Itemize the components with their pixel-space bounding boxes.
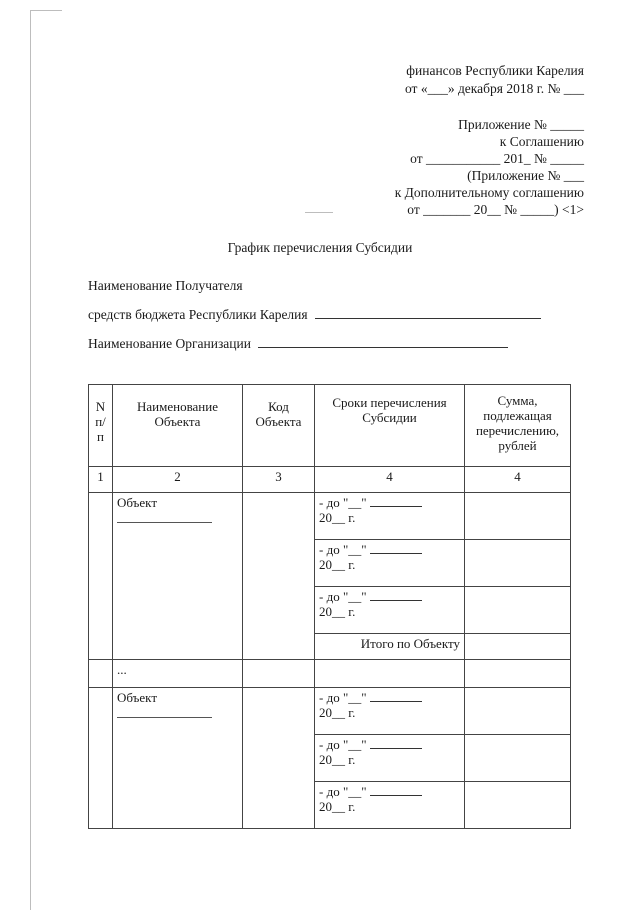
recipient-label-1: Наименование Получателя	[88, 278, 243, 293]
column-number: 4	[465, 467, 571, 493]
object-label: Объект	[117, 690, 157, 705]
header-line: от _______ 20__ № _____) <1>	[407, 202, 584, 217]
object-code-cell[interactable]	[243, 688, 315, 829]
ellipsis-row	[89, 660, 571, 688]
header-cell: N п/п	[89, 385, 113, 467]
term-cell[interactable]: - до "__" 20__ г.	[315, 688, 465, 735]
column-number-row	[89, 467, 571, 493]
term-cell[interactable]: - до "__" 20__ г.	[315, 540, 465, 587]
table-row	[89, 493, 571, 540]
header-line: от ___________ 201_ № _____	[410, 151, 584, 166]
recipient-field[interactable]	[88, 307, 541, 323]
subtotal-label: Итого по Объекту	[315, 634, 465, 660]
organization-field[interactable]	[88, 336, 508, 352]
row-number-cell	[89, 493, 113, 660]
scan-mark	[30, 10, 31, 910]
term-cell[interactable]: - до "__" 20__ г.	[315, 735, 465, 782]
header-line: Приложение № _____	[458, 117, 584, 132]
header-line: финансов Республики Карелия	[406, 63, 584, 78]
recipient-label-2: средств бюджета Республики Карелия	[88, 307, 308, 322]
column-number: 4	[315, 467, 465, 493]
subtotal-amount-cell[interactable]	[465, 634, 571, 660]
document-title: График перечисления Субсидии	[227, 240, 413, 255]
header-line: к Соглашению	[499, 134, 584, 149]
scan-mark	[305, 212, 333, 213]
recipient-blank	[315, 307, 541, 319]
organization-blank	[258, 336, 508, 348]
amount-cell[interactable]	[465, 688, 571, 735]
header-line: от «___» декабря 2018 г. № ___	[404, 81, 584, 96]
object-name-blank	[117, 516, 212, 523]
column-number: 2	[113, 467, 243, 493]
amount-cell[interactable]	[465, 493, 571, 540]
header-line: (Приложение № ___	[467, 168, 584, 183]
object-label: Объект	[117, 495, 157, 510]
column-number: 1	[89, 467, 113, 493]
amount-cell[interactable]	[465, 540, 571, 587]
header-cell: Сумма, подлежащая перечислению, рублей	[465, 385, 571, 467]
term-cell[interactable]: - до "__" 20__ г.	[315, 493, 465, 540]
subsidy-schedule-table	[88, 384, 571, 829]
amount-cell[interactable]	[465, 587, 571, 634]
column-number: 3	[243, 467, 315, 493]
object-name-blank	[117, 711, 212, 718]
organization-label: Наименование Организации	[88, 336, 251, 351]
table-row	[89, 688, 571, 735]
table-header-row	[89, 385, 571, 467]
ellipsis: ...	[113, 660, 243, 688]
row-number-cell	[89, 688, 113, 829]
header-line: к Дополнительному соглашению	[394, 185, 584, 200]
term-cell[interactable]: - до "__" 20__ г.	[315, 782, 465, 829]
term-cell[interactable]: - до "__" 20__ г.	[315, 587, 465, 634]
object-name-cell[interactable]	[113, 493, 243, 660]
object-code-cell[interactable]	[243, 493, 315, 660]
header-cell: Код Объекта	[243, 385, 315, 467]
amount-cell[interactable]	[465, 735, 571, 782]
scan-mark	[30, 10, 62, 11]
header-cell: Сроки перечисления Субсидии	[315, 385, 465, 467]
amount-cell[interactable]	[465, 782, 571, 829]
object-name-cell[interactable]	[113, 688, 243, 829]
header-cell: Наименование Объекта	[113, 385, 243, 467]
